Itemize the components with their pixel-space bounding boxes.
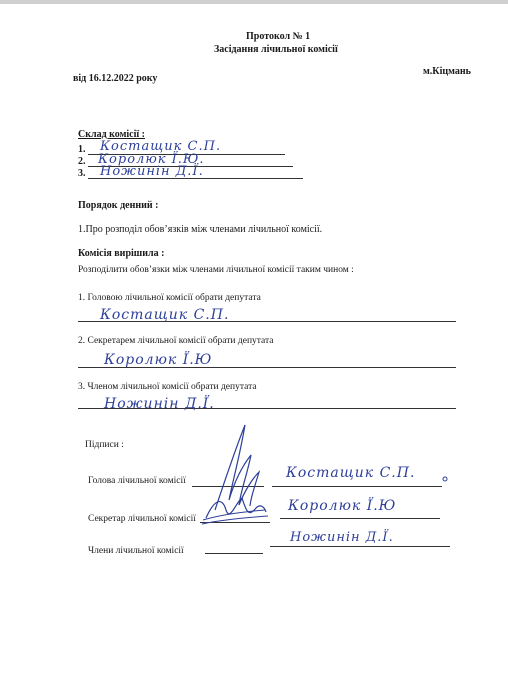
decision-item-handwritten: Ножинін Д.Ї. (104, 396, 215, 412)
decision-item-text: 3. Членом лічильної комісії обрати депутата (78, 382, 257, 392)
decision-item-text: 2. Секретарем лічильної комісії обрати депутата (78, 336, 274, 346)
agenda-heading: Порядок денний : (78, 200, 159, 211)
signature-name-handwritten: Ножинін Д.Ї. (290, 530, 394, 545)
signature-role: Члени лічильної комісії (88, 546, 184, 556)
member-name-handwritten: Королюк Ї.Ю. (98, 152, 205, 167)
signature-name-handwritten: Королюк Ї.Ю (288, 498, 397, 514)
decision-heading: Комісія вирішила : (78, 248, 165, 259)
decision-item-handwritten: Костащик С.П. (100, 307, 230, 323)
ink-mark (440, 474, 450, 484)
member-number: 3. (78, 168, 86, 179)
member-number: 1. (78, 144, 86, 155)
scan-top-edge (0, 0, 508, 4)
document-city: м.Кіцмань (423, 66, 471, 77)
signature-name-handwritten: Костащик С.П. (286, 465, 416, 481)
signature-role: Секретар лічильної комісії (88, 514, 196, 524)
committee-heading: Склад комісії : (78, 129, 146, 140)
member-name-handwritten: Ножинін Д.Ї. (100, 164, 204, 179)
secretary-signature-scribble (200, 490, 270, 530)
member-number: 2. (78, 156, 86, 167)
member-name-handwritten: Костащик С.П. (100, 139, 222, 154)
decision-item-handwritten: Королюк Ї.Ю (104, 352, 213, 368)
document-subtitle: Засідання лічильної комісії (214, 44, 338, 55)
document-title: Протокол № 1 (246, 31, 311, 42)
name-line (270, 546, 450, 547)
decision-item-text: 1. Головою лічильної комісії обрати депутата (78, 293, 261, 303)
signature-role: Голова лічильної комісії (88, 476, 186, 486)
agenda-item: 1.Про розподіл обов’язків між членами лічильної комісії. (78, 224, 323, 235)
name-line (280, 518, 440, 519)
signatures-heading: Підписи : (85, 440, 124, 450)
signature-line (205, 553, 263, 554)
document-date: від 16.12.2022 року (73, 73, 158, 84)
decision-intro: Розподілити обов’язки між членами лічильної комісії таким чином : (78, 265, 354, 275)
name-line (272, 486, 442, 487)
